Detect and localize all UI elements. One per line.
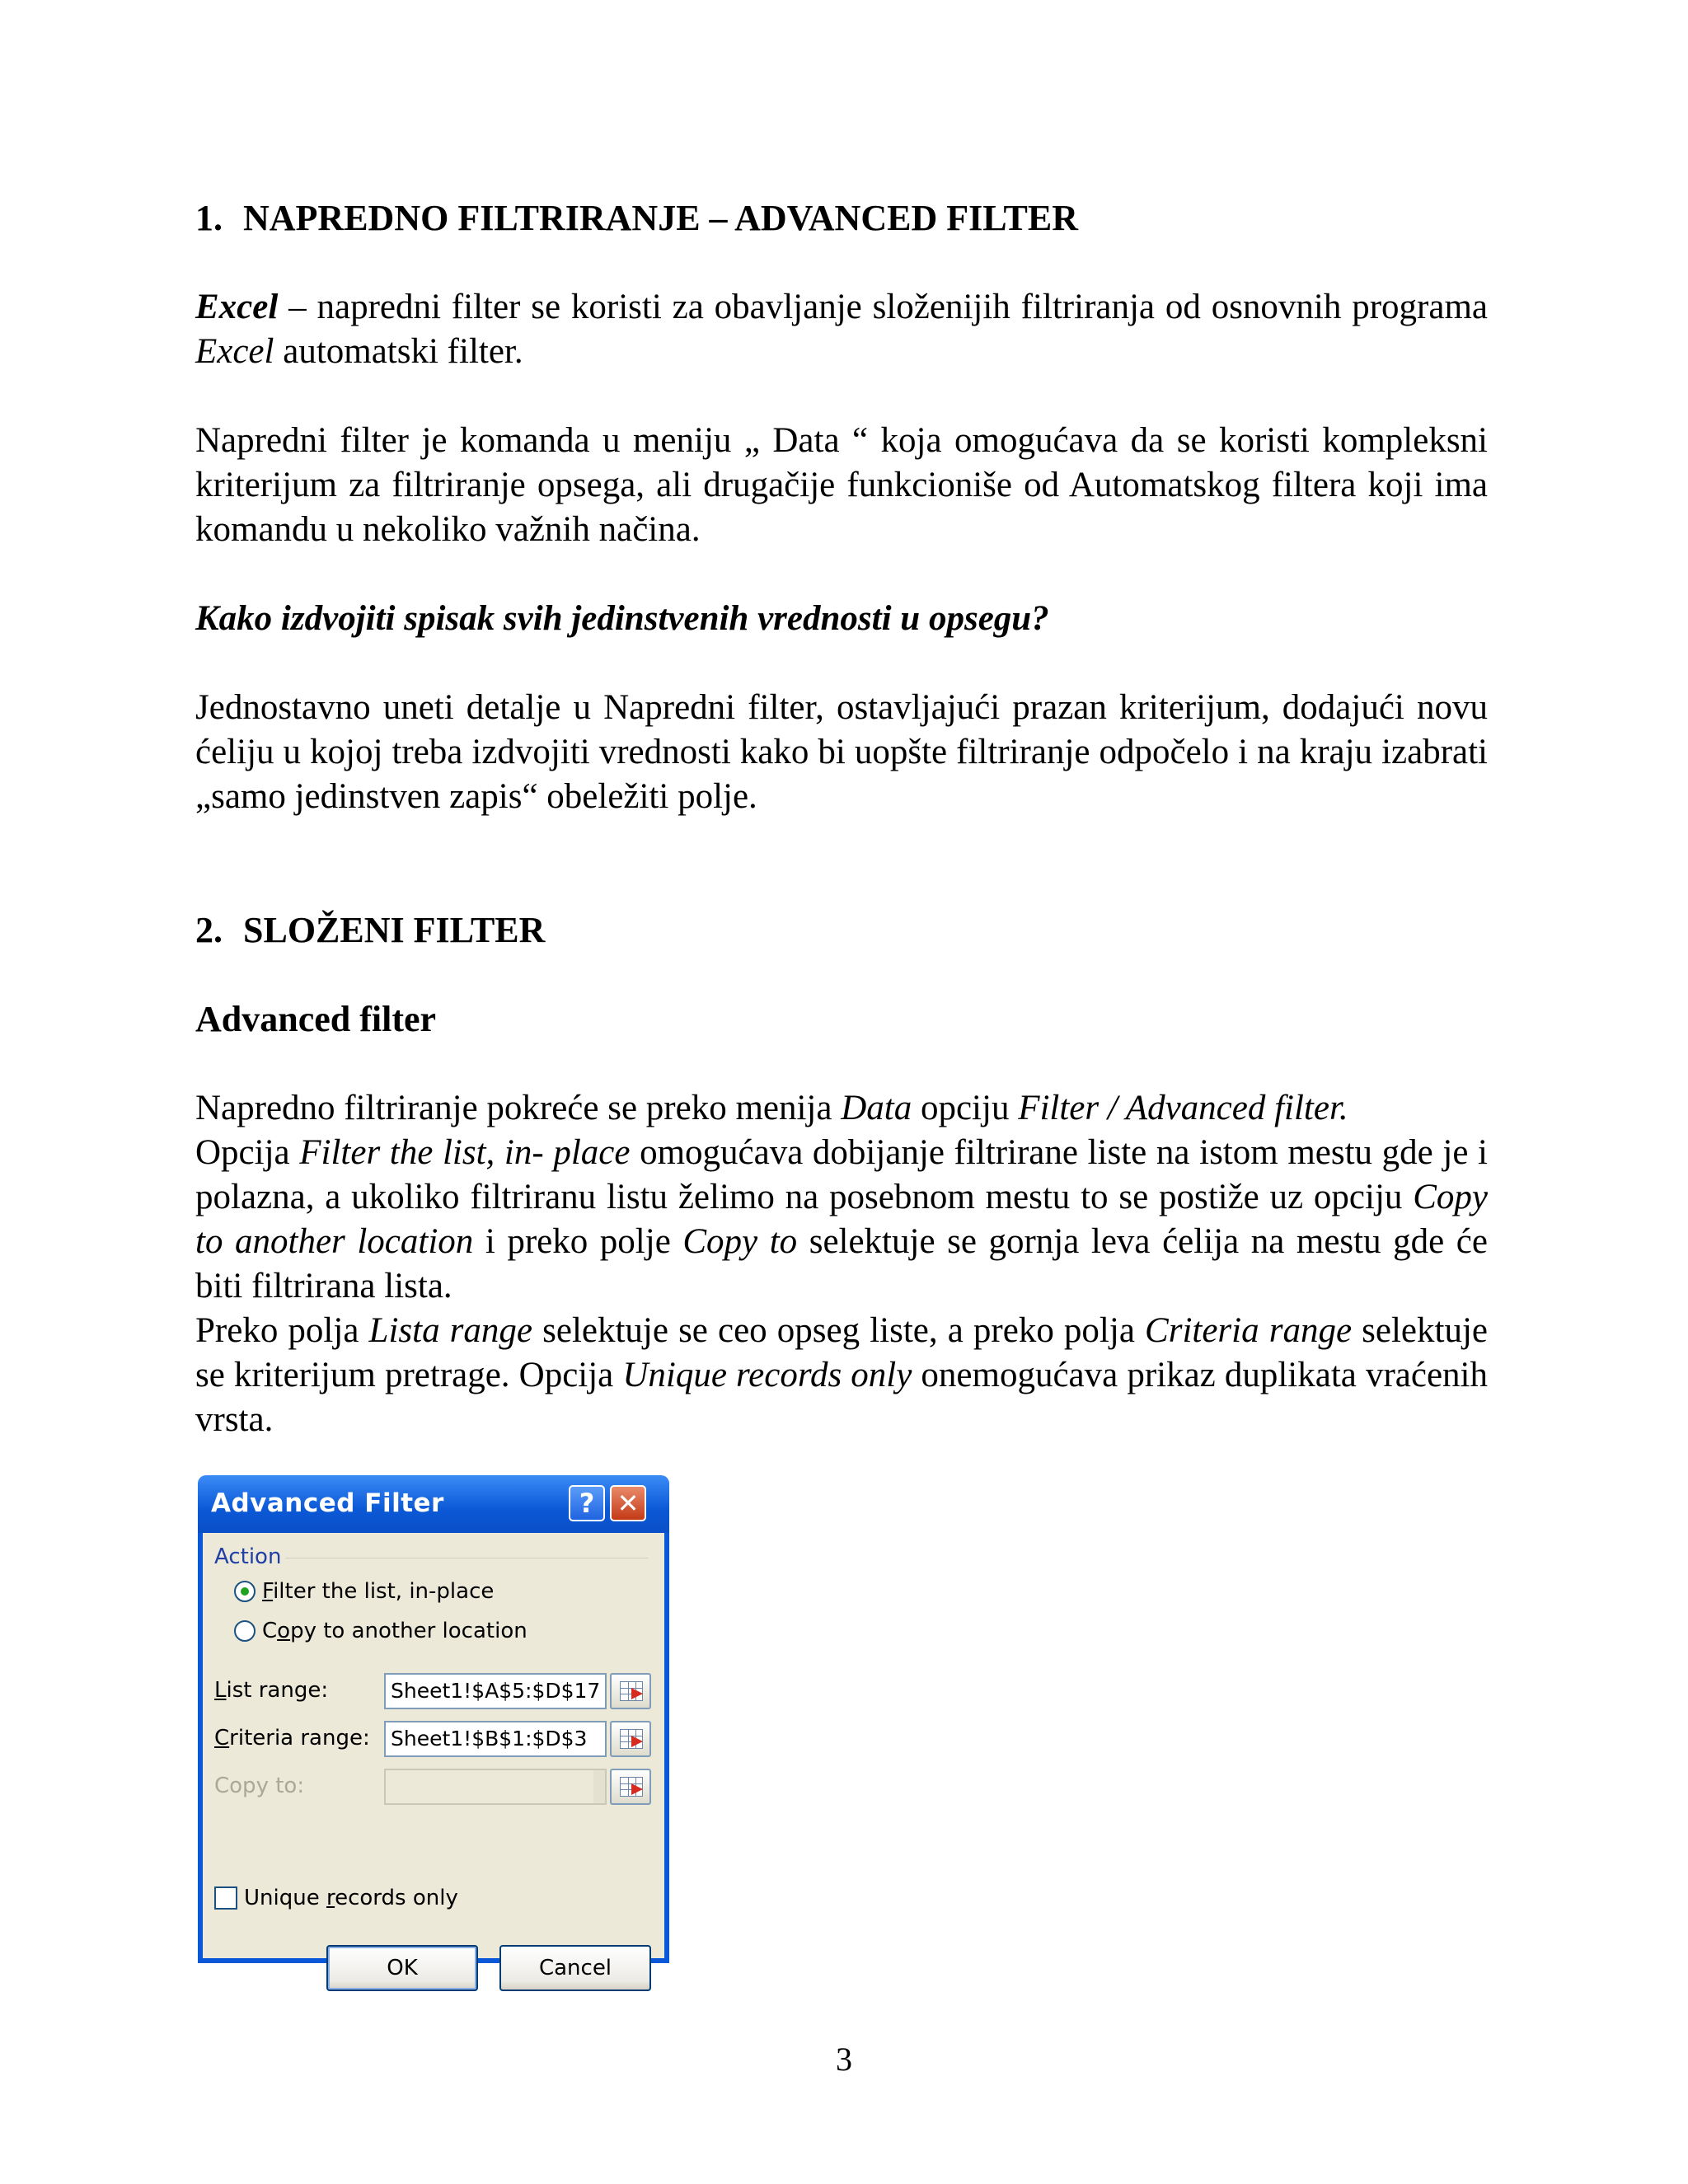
radio-copy-label bbox=[262, 1619, 528, 1643]
criteria-range-label bbox=[214, 1726, 370, 1750]
p2-c: omogućava dobijanje filtrirane liste na istom mestu gde je i polazna, a ukoliko filtriranu listu želimo na posebnom mestu to se postiže uz opciju bbox=[195, 1133, 1488, 1216]
section-1-number: 1. bbox=[195, 198, 223, 238]
p3-e: selektuje se kriterijum pretrage. Opcija bbox=[195, 1311, 1488, 1394]
accel-key: L bbox=[214, 1678, 227, 1703]
intro-text-1: – napredni filter se koristi za obavljanje složenijih filtriranja od osnovnih programa bbox=[278, 288, 1488, 326]
section-2-number: 2. bbox=[195, 910, 223, 950]
accel-key: F bbox=[262, 1579, 274, 1604]
document-body bbox=[195, 196, 1488, 1442]
copy-to-collapse-button[interactable] bbox=[610, 1769, 651, 1805]
dialog-client-area bbox=[203, 1533, 664, 1980]
unique-records-label bbox=[244, 1886, 458, 1910]
advanced-filter-dialog bbox=[198, 1475, 669, 1980]
label-rest: ist range: bbox=[226, 1678, 329, 1703]
p3-b: Lista range bbox=[368, 1311, 533, 1350]
intro-text-2: automatski filter. bbox=[274, 332, 523, 371]
paragraph-filter-options bbox=[195, 1131, 1488, 1309]
paragraph-unique-values: Jednostavno uneti detalje u Napredni filter, ostavljajući prazan kriterijum, dodajući novu ćeliju u kojoj treba izdvojiti vrednosti kako bi uopšte filtriranje odpočelo i na kraju izabrati „samo jedinstven zapis“ obeležiti polje. bbox=[195, 688, 1488, 816]
paragraph-excel-intro bbox=[195, 285, 1488, 374]
p3-a: Preko polja bbox=[195, 1311, 369, 1350]
label-rest: py to another location bbox=[290, 1619, 528, 1643]
accel-key: r bbox=[326, 1886, 335, 1910]
arrow-icon bbox=[631, 1736, 643, 1747]
unique-records-checkbox[interactable] bbox=[214, 1886, 237, 1910]
p2-a: Opcija bbox=[195, 1133, 300, 1172]
copy-to-label: Copy to: bbox=[214, 1774, 305, 1798]
p2-e: i preko polje bbox=[473, 1222, 683, 1261]
radio-filter-in-place-label bbox=[262, 1579, 494, 1604]
help-button[interactable] bbox=[569, 1485, 605, 1521]
p1-a: Napredno filtriranje pokreće se preko menija bbox=[195, 1089, 842, 1127]
dialog-title: Advanced Filter bbox=[211, 1488, 444, 1518]
excel-lead: Excel bbox=[195, 288, 279, 326]
section-1-heading bbox=[195, 196, 1488, 241]
question-heading: Kako izdvojiti spisak svih jedinstvenih vrednosti u opsegu? bbox=[195, 599, 1049, 638]
p3-d: Criteria range bbox=[1145, 1311, 1353, 1350]
page-number: 3 bbox=[836, 2041, 852, 2078]
close-icon: ✕ bbox=[617, 1488, 640, 1519]
label-pre: C bbox=[262, 1619, 278, 1643]
criteria-range-collapse-button[interactable] bbox=[610, 1721, 651, 1757]
label-pre: Unique bbox=[244, 1886, 326, 1910]
p3-f: Unique records only bbox=[622, 1356, 912, 1394]
arrow-icon bbox=[631, 1783, 643, 1795]
p3-g: onemogućava prikaz duplikata vraćenih vrsta. bbox=[195, 1356, 1488, 1439]
criteria-range-input[interactable]: Sheet1!$B$1:$D$3 bbox=[384, 1721, 607, 1757]
unique-records-checkbox-row[interactable] bbox=[214, 1886, 458, 1910]
list-range-collapse-button[interactable] bbox=[610, 1673, 651, 1709]
paragraph-menu-path bbox=[195, 1086, 1488, 1131]
intro-em: Excel bbox=[195, 332, 274, 371]
accel-key: o bbox=[277, 1619, 291, 1643]
p2-g: selektuje se gornja leva ćelija na mestu gde će biti filtrirana lista. bbox=[195, 1222, 1488, 1305]
list-range-label bbox=[214, 1678, 328, 1703]
section-2-heading bbox=[195, 908, 1488, 953]
arrow-icon bbox=[631, 1688, 643, 1699]
paragraph-napredni-filter: Napredni filter je komanda u meniju „ Data “ koja omogućava da se koristi kompleksni kriterijum za filtriranje opsega, ali drugačije funkcioniše od Automatskog filtera koji ima komandu u nekoliko važnih načina. bbox=[195, 421, 1488, 549]
radio-copy-to-location[interactable] bbox=[234, 1619, 528, 1643]
p1-c: opciju bbox=[912, 1089, 1019, 1127]
p1-b: Data bbox=[841, 1089, 912, 1127]
paragraph-range-fields bbox=[195, 1309, 1488, 1442]
label-rest: riteria range: bbox=[229, 1726, 370, 1750]
close-button[interactable] bbox=[610, 1485, 646, 1521]
accel-key: C bbox=[214, 1726, 230, 1750]
subheading-advanced-filter: Advanced filter bbox=[195, 999, 437, 1039]
action-group-label: Action bbox=[214, 1544, 282, 1569]
radio-button-selected[interactable] bbox=[234, 1581, 256, 1602]
cancel-button[interactable]: Cancel bbox=[499, 1945, 651, 1991]
p3-c: selektuje se ceo opseg liste, a preko polja bbox=[532, 1311, 1146, 1350]
radio-filter-in-place[interactable] bbox=[234, 1579, 494, 1604]
label-rest: ecords only bbox=[335, 1886, 458, 1910]
help-icon: ? bbox=[579, 1488, 595, 1519]
p2-f: Copy to bbox=[682, 1222, 798, 1261]
p2-b: Filter the list, in- place bbox=[299, 1133, 631, 1172]
section-1-title: NAPREDNO FILTRIRANJE – ADVANCED FILTER bbox=[243, 198, 1079, 238]
radio-button[interactable] bbox=[234, 1620, 256, 1642]
copy-to-input[interactable] bbox=[384, 1769, 607, 1805]
dialog-title-bar[interactable] bbox=[198, 1475, 669, 1533]
p1-d: Filter / Advanced filter. bbox=[1018, 1089, 1348, 1127]
p2-d: Copy to another location bbox=[195, 1178, 1488, 1261]
label-rest: ilter the list, in-place bbox=[273, 1579, 495, 1604]
list-range-input[interactable]: Sheet1!$A$5:$D$17 bbox=[384, 1673, 607, 1709]
ok-button[interactable]: OK bbox=[326, 1945, 478, 1991]
section-2-title: SLOŽENI FILTER bbox=[243, 910, 546, 950]
